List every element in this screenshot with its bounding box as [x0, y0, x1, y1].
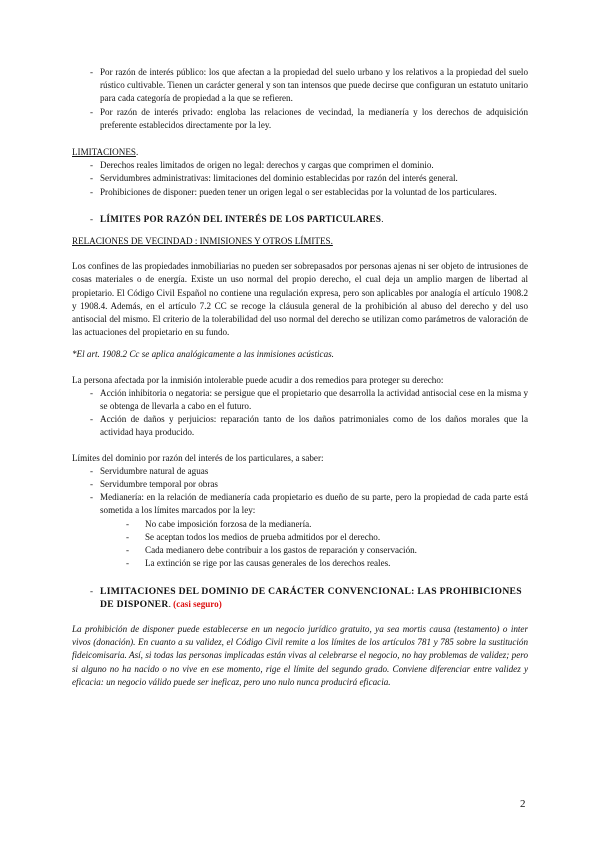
- list-item-text: No cabe imposición forzosa de la medianería.: [145, 518, 312, 529]
- list-item-text: Servidumbres administrativas: limitaciones del dominio establecidas por razón del interés general.: [100, 173, 458, 184]
- list-item: [72, 465, 528, 478]
- list-item-text: Acción inhibitoria o negatoria: se persigue que el propietario que desarrolla la actividad antisocial cese en la misma y se obtenga de llevarla a cabo en el futuro.: [100, 387, 528, 412]
- sub-list-item: [72, 518, 528, 531]
- limites-intro: Límites del dominio por razón del interés de los particulares, a saber:: [72, 452, 324, 463]
- list-item-text: Por razón de interés privado: engloba las relaciones de vecindad, la medianería y los derechos de adquisición preferente establecidos directamente por la ley.: [100, 106, 528, 130]
- relaciones-paragraph: Los confines de las propiedades inmobiliarias no pueden ser sobrepasados por personas ajenas ni ser objeto de intrusiones de cosas materiales o de energía. Existe un uso normal del propio derecho, el cual deja un amplio margen de libertad al propietario. El Código Civil Español no contiene una regulación expresa, pero son aplicables por analogía el artículo 1908.2 y 1908.4. Además, en el artículo 7.2 CC se recoge la cláusula general de la prohibición al abuso del derecho y del uso antisocial del mismo. El criterio de la tolerabilidad del uso normal del derecho se utilizan como parámetros de valoración de las actuaciones del propietario en su fundo.: [72, 261, 528, 338]
- section-heading-limitaciones: LIMITACIONES.: [72, 147, 139, 158]
- bullet-dash: -: [90, 186, 94, 197]
- list-item-text: Servidumbre natural de aguas: [100, 465, 209, 476]
- bullet-dash: -: [126, 531, 130, 542]
- list-item-text: Servidumbre temporal por obras: [100, 479, 218, 490]
- persona-intro: La persona afectada por la inmisión intolerable puede acudir a dos remedios para proteger su derecho:: [72, 374, 444, 385]
- bullet-dash: -: [90, 492, 94, 503]
- sub-list-item: [72, 531, 528, 544]
- sub-list-item: [72, 544, 528, 557]
- bullet-dash: -: [126, 545, 130, 556]
- list-item-text: Cada medianero debe contribuir a los gastos de reparación y conservación.: [145, 545, 417, 556]
- list-item-text: Acción de daños y perjuicios: reparación tanto de los daños patrimoniales como de los daños morales que la actividad haya producido.: [100, 414, 528, 438]
- list-item-text: Se aceptan todos los medios de prueba admitidos por el derecho.: [145, 531, 381, 542]
- list-item-text: Medianería: en la relación de medianería cada propietario es dueño de su parte, pero la propiedad de cada parte está sometida a los límites marcados por la ley:: [100, 492, 528, 516]
- bullet-dash: -: [90, 213, 94, 224]
- bullet-dash: -: [126, 558, 130, 569]
- section-heading-convencional: - LIMITACIONES DEL DOMINIO DE CARÁCTER CONVENCIONAL: LAS PROHIBICIONES DE DISPONER. (casi seguro): [72, 585, 528, 611]
- bullet-dash: -: [90, 465, 94, 476]
- list-item: [72, 478, 528, 491]
- list-item: [72, 491, 528, 517]
- page-number: 2: [520, 798, 526, 810]
- status-badge: (casi seguro): [173, 598, 222, 609]
- bullet-dash: -: [90, 160, 94, 171]
- list-item: [72, 186, 528, 199]
- list-item-text: La extinción se rige por las causas generales de los derechos reales.: [145, 558, 391, 569]
- list-item-text: Por razón de interés público: los que afectan a la propiedad del suelo urbano y los relativos a la propiedad del suelo rústico cultivable. Tienen un carácter general y son tan intensos que puede decirse que configuran un estatuto unitario para cada categoría de propiedad a la que se refieren.: [100, 67, 528, 104]
- bullet-dash: -: [90, 479, 94, 490]
- bullet-dash: -: [90, 387, 94, 398]
- list-item: [72, 106, 528, 132]
- bullet-dash: -: [90, 585, 94, 596]
- list-item-text: Prohibiciones de disponer: pueden tener un origen legal o ser establecidas por la voluntad de los particulares.: [100, 186, 497, 197]
- bullet-dash: -: [90, 414, 94, 425]
- bullet-dash: -: [90, 106, 94, 117]
- section-heading-relaciones: RELACIONES DE VECINDAD : INMISIONES Y OTROS LÍMITES.: [72, 236, 333, 247]
- list-item-text: Derechos reales limitados de origen no legal: derechos y cargas que comprimen el dominio.: [100, 160, 434, 171]
- list-item: [72, 413, 528, 439]
- section-heading-limites: - LÍMITES POR RAZÓN DEL INTERÉS DE LOS PARTICULARES.: [72, 213, 528, 226]
- bullet-dash: -: [90, 173, 94, 184]
- list-item: [72, 66, 528, 106]
- bullet-dash: -: [90, 67, 94, 77]
- italic-note: *El art. 1908.2 Cc se aplica analógicamente a las inmisiones acústicas.: [72, 349, 334, 360]
- final-paragraph: La prohibición de disponer puede establecerse en un negocio jurídico gratuito, ya sea mortis causa (testamento) o inter vivos (donación). En cuanto a su validez, el Código Civil remite a los límites de los artículos 781 y 785 sobre la sustitución fideicomisaria. Así, si todas las personas implicadas están vivas al celebrarse el negocio, no hay problemas de validez; pero si alguno no ha nacido o no vive en ese momento, rige el límite del segundo grado. Conviene diferenciar entre validez y eficacia: un negocio válido puede ser ineficaz, pero uno nulo nunca producirá eficacia.: [72, 623, 528, 687]
- bullet-dash: -: [126, 518, 130, 529]
- list-item: [72, 159, 528, 172]
- list-item: [72, 387, 528, 413]
- sub-list-item: [72, 557, 528, 570]
- list-item: [72, 172, 528, 185]
- document-page: [72, 66, 528, 689]
